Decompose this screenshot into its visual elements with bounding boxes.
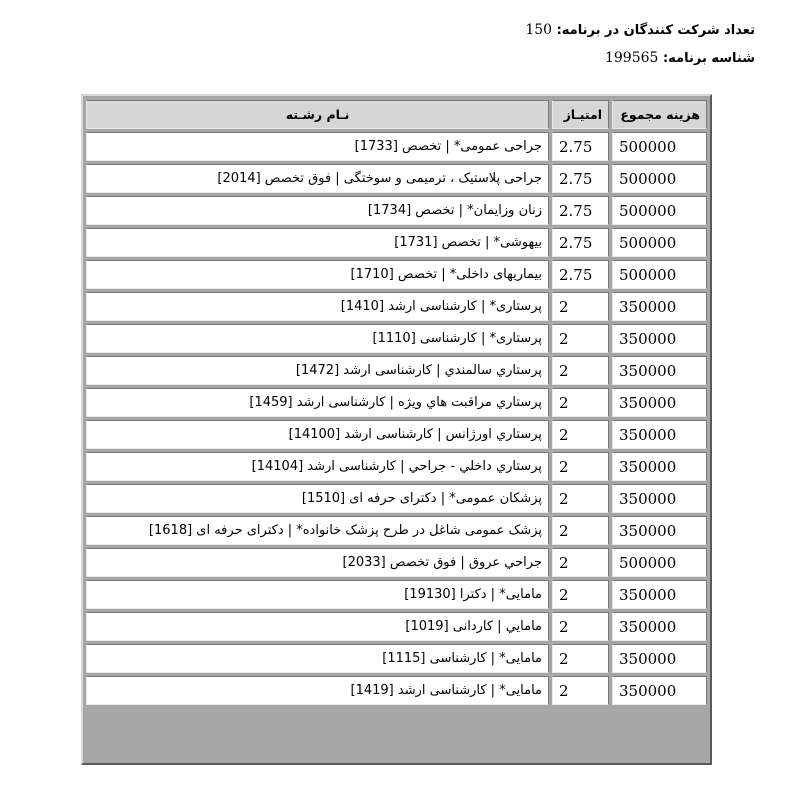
cell-course-name: جراحی عمومی* | تخصص [1733] <box>86 132 549 161</box>
cell-course-name: پرستاري مراقبت هاي ویژه | کارشناسی ارشد [1459] <box>86 388 549 417</box>
cell-cost: 350000 <box>612 580 707 609</box>
cell-score: 2 <box>552 484 609 513</box>
participants-label: تعداد شرکت کنندگان در برنامه <box>561 23 755 38</box>
participants-value: 150 <box>525 22 553 38</box>
table-header-row <box>86 100 707 129</box>
cell-cost: 350000 <box>612 420 707 449</box>
table-row <box>86 356 707 385</box>
cell-cost: 350000 <box>612 612 707 641</box>
cell-cost: 500000 <box>612 548 707 577</box>
table-row <box>86 580 707 609</box>
cell-course-name: جراحی پلاستیک ، ترمیمی و سوختگی | فوق تخصص [2014] <box>86 164 549 193</box>
cell-cost: 350000 <box>612 292 707 321</box>
cell-cost: 350000 <box>612 644 707 673</box>
table-row <box>86 548 707 577</box>
cell-course-name: پرستاري سالمندي | کارشناسی ارشد [1472] <box>86 356 549 385</box>
cell-score: 2 <box>552 580 609 609</box>
table-row <box>86 132 707 161</box>
cell-course-name: مامایی* | کارشناسی ارشد [1419] <box>86 676 549 705</box>
header-score: امتیـاز <box>552 100 609 129</box>
cell-cost: 350000 <box>612 484 707 513</box>
cell-course-name: پرستاری* | کارشناسی ارشد [1410] <box>86 292 549 321</box>
table-row <box>86 228 707 257</box>
program-id <box>605 50 755 66</box>
program-id-label: شناسه برنامه <box>668 51 755 66</box>
cell-cost: 500000 <box>612 132 707 161</box>
cell-cost: 350000 <box>612 356 707 385</box>
cell-course-name: پرستاري داخلي - جراحي | کارشناسی ارشد [14104] <box>86 452 549 481</box>
cell-cost: 500000 <box>612 260 707 289</box>
cell-score: 2.75 <box>552 164 609 193</box>
cell-score: 2 <box>552 452 609 481</box>
cell-score: 2 <box>552 612 609 641</box>
table-row <box>86 420 707 449</box>
table-row <box>86 516 707 545</box>
table-row <box>86 324 707 353</box>
cell-course-name: بیماریهای داخلی* | تخصص [1710] <box>86 260 549 289</box>
table-row <box>86 196 707 225</box>
header-cost: هزینه مجموع <box>612 100 707 129</box>
table-row <box>86 452 707 481</box>
courses-table-frame <box>81 94 712 765</box>
cell-score: 2.75 <box>552 260 609 289</box>
cell-course-name: پرستاري اورژانس | کارشناسی ارشد [14100] <box>86 420 549 449</box>
courses-table <box>83 97 710 708</box>
cell-score: 2 <box>552 676 609 705</box>
table-row <box>86 484 707 513</box>
cell-course-name: پرستاری* | کارشناسی [1110] <box>86 324 549 353</box>
cell-score: 2 <box>552 356 609 385</box>
cell-cost: 350000 <box>612 452 707 481</box>
cell-score: 2 <box>552 388 609 417</box>
table-row <box>86 292 707 321</box>
cell-score: 2 <box>552 516 609 545</box>
cell-score: 2 <box>552 292 609 321</box>
cell-score: 2 <box>552 324 609 353</box>
cell-score: 2.75 <box>552 132 609 161</box>
participants-sep: : <box>552 23 562 38</box>
cell-score: 2.75 <box>552 228 609 257</box>
cell-score: 2.75 <box>552 196 609 225</box>
cell-score: 2 <box>552 548 609 577</box>
program-id-sep: : <box>658 51 669 66</box>
cell-course-name: مامایی* | دکترا [19130] <box>86 580 549 609</box>
cell-course-name: جراحي عروق | فوق تخصص [2033] <box>86 548 549 577</box>
cell-cost: 350000 <box>612 676 707 705</box>
header-course-name: نـام رشـته <box>86 100 549 129</box>
table-body <box>86 132 707 705</box>
table-row <box>86 260 707 289</box>
cell-course-name: پزشکان عمومی* | دکترای حرفه ای [1510] <box>86 484 549 513</box>
cell-cost: 500000 <box>612 196 707 225</box>
participants-count <box>525 22 755 38</box>
cell-cost: 350000 <box>612 324 707 353</box>
cell-course-name: مامايي | کاردانی [1019] <box>86 612 549 641</box>
cell-cost: 500000 <box>612 164 707 193</box>
cell-score: 2 <box>552 644 609 673</box>
cell-cost: 350000 <box>612 516 707 545</box>
cell-course-name: پزشک عمومی شاغل در طرح پزشک خانواده* | دکترای حرفه ای [1618] <box>86 516 549 545</box>
program-id-value: 199565 <box>604 50 659 66</box>
cell-course-name: زنان وزایمان* | تخصص [1734] <box>86 196 549 225</box>
cell-course-name: بیهوشی* | تخصص [1731] <box>86 228 549 257</box>
table-row <box>86 612 707 641</box>
cell-cost: 350000 <box>612 388 707 417</box>
cell-cost: 500000 <box>612 228 707 257</box>
table-row <box>86 644 707 673</box>
table-row <box>86 164 707 193</box>
cell-course-name: مامایی* | کارشناسی [1115] <box>86 644 549 673</box>
table-row <box>86 388 707 417</box>
table-row <box>86 676 707 705</box>
cell-score: 2 <box>552 420 609 449</box>
